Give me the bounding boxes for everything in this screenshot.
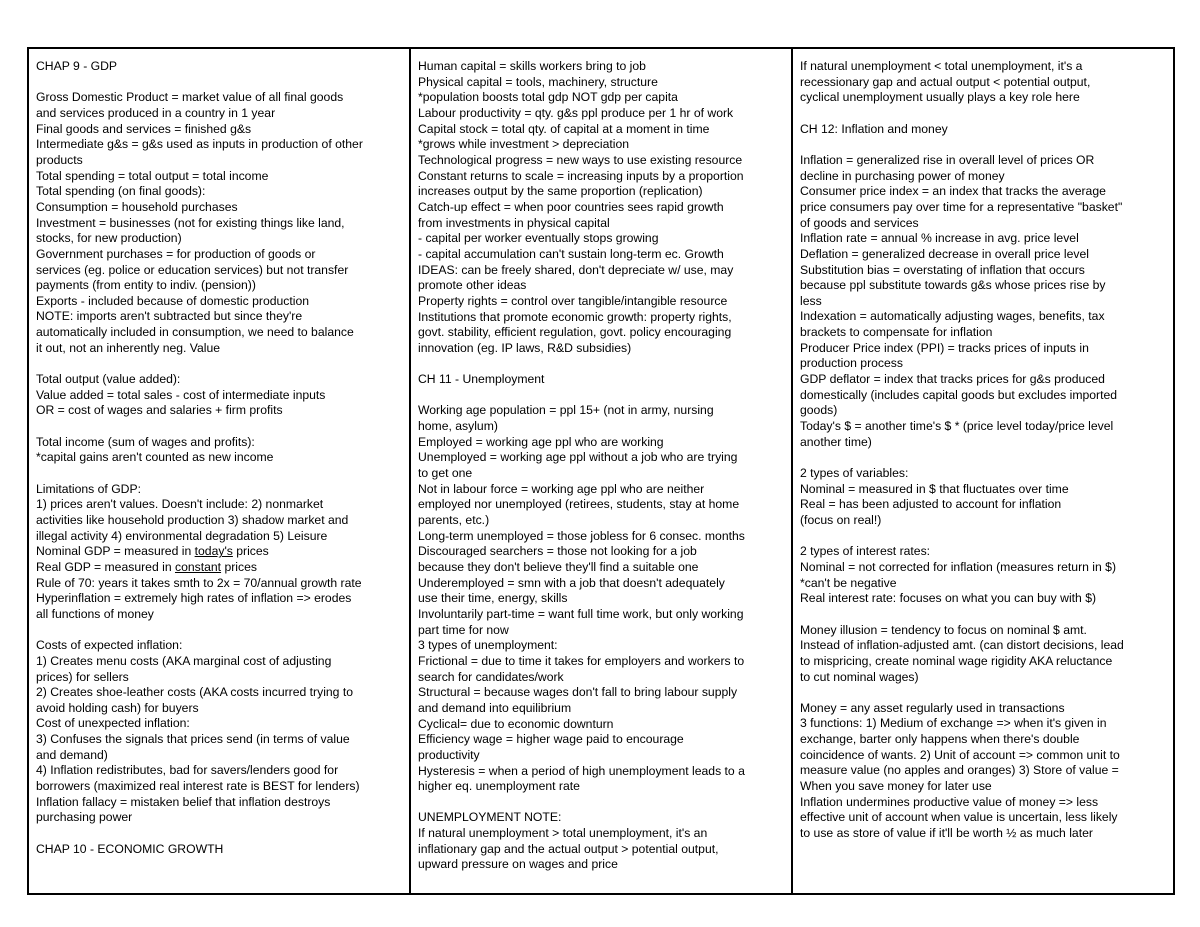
note-line: purchasing power — [36, 810, 133, 825]
note-line: Constant returns to scale = increasing inputs by a proportion — [418, 168, 744, 183]
note-line: goods) — [800, 403, 838, 418]
note-line: part time for now — [418, 622, 509, 637]
note-line: prices) for sellers — [36, 669, 129, 684]
blank-line — [36, 356, 403, 372]
note-line: it out, not an inherently neg. Value — [36, 340, 221, 355]
note-line: Hyperinflation = extremely high rates of inflation => erodes — [36, 591, 352, 606]
note-line: govt. stability, efficient regulation, govt. policy encouraging — [418, 325, 732, 340]
note-line: *population boosts total gdp NOT gdp per capita — [418, 90, 678, 105]
note-line: payments (from entity to indiv. (pension)) — [36, 278, 256, 293]
notes-sheet — [27, 47, 1175, 895]
note-line: Efficiency wage = higher wage paid to encourage — [418, 732, 684, 747]
note-line: Consumer price index = an index that tracks the average — [800, 184, 1106, 199]
note-line: Employed = working age ppl who are working — [418, 434, 664, 449]
note-line: to cut nominal wages) — [800, 669, 919, 684]
note-line: 2 types of variables: — [800, 466, 909, 481]
note-line: Today's $ = another time's $ * (price level today/price level — [800, 419, 1114, 434]
note-line: productivity — [418, 747, 480, 762]
note-line: and services produced in a country in 1 year — [36, 105, 276, 120]
note-line: Total income (sum of wages and profits): — [36, 434, 255, 449]
note-line: less — [800, 293, 822, 308]
note-line: Rule of 70: years it takes smth to 2x = 70/annual growth rate — [36, 575, 362, 590]
note-line: another time) — [800, 434, 872, 449]
note-line: avoid holding cash) for buyers — [36, 700, 199, 715]
notes-column-2 — [411, 49, 793, 893]
note-line: Not in labour force = working age ppl who are neither — [418, 481, 705, 496]
note-line: Final goods and services = finished g&s — [36, 121, 252, 136]
note-line: promote other ideas — [418, 278, 527, 293]
note-line: Inflation fallacy = mistaken belief that inflation destroys — [36, 794, 331, 809]
note-line: price consumers pay over time for a representative "basket" — [800, 199, 1123, 214]
note-line: *grows while investment > depreciation — [418, 137, 630, 152]
note-line: Capital stock = total qty. of capital at a moment in time — [418, 121, 710, 136]
note-line: activities like household production 3) shadow market and — [36, 512, 349, 527]
note-line: CH 11 - Unemployment — [418, 372, 545, 387]
note-line: Indexation = automatically adjusting wages, benefits, tax — [800, 309, 1105, 324]
blank-line — [36, 623, 403, 639]
note-line: because they don't believe they'll find a suitable one — [418, 559, 699, 574]
blank-line — [800, 450, 1167, 466]
notes-column-1 — [29, 49, 411, 893]
note-line: Gross Domestic Product = market value of all final goods — [36, 90, 344, 105]
real-gdp-line: Real GDP = measured in constant prices — [36, 559, 257, 574]
note-line: from investments in physical capital — [418, 215, 610, 230]
note-line: Cost of unexpected inflation: — [36, 716, 190, 731]
note-line: 4) Inflation redistributes, bad for savers/lenders good for — [36, 763, 339, 778]
note-line: higher eq. unemployment rate — [418, 779, 580, 794]
note-line: CH 12: Inflation and money — [800, 121, 948, 136]
note-line: to mispricing, create nominal wage rigidity AKA reluctance — [800, 653, 1113, 668]
note-line: automatically included in consumption, we need to balance — [36, 325, 354, 340]
note-line: 3 types of unemployment: — [418, 638, 558, 653]
note-line: Frictional = due to time it takes for employers and workers to — [418, 653, 745, 668]
note-line: Property rights = control over tangible/intangible resource — [418, 293, 728, 308]
nominal-gdp-line: Nominal GDP = measured in today's prices — [36, 544, 269, 559]
note-line: employed nor unemployed (retirees, students, stay at home — [418, 497, 740, 512]
blank-line — [36, 826, 403, 842]
note-line: UNEMPLOYMENT NOTE: — [418, 810, 562, 825]
note-line: stocks, for new production) — [36, 231, 182, 246]
note-line: - capital per worker eventually stops growing — [418, 231, 659, 246]
note-line: Physical capital = tools, machinery, structure — [418, 74, 658, 89]
note-line: Consumption = household purchases — [36, 199, 238, 214]
note-line: Total output (value added): — [36, 372, 181, 387]
note-line: - capital accumulation can't sustain long-term ec. Growth — [418, 246, 724, 261]
note-line: Substitution bias = overstating of inflation that occurs — [800, 262, 1085, 277]
note-line: Limitations of GDP: — [36, 481, 141, 496]
note-line: to get one — [418, 466, 473, 481]
note-line: OR = cost of wages and salaries + firm profits — [36, 403, 283, 418]
note-line: NOTE: imports aren't subtracted but since they're — [36, 309, 303, 324]
note-line: (focus on real!) — [800, 512, 882, 527]
note-line: measure value (no apples and oranges) 3) Store of value = — [800, 763, 1119, 778]
note-line: Unemployed = working age ppl without a job who are trying — [418, 450, 738, 465]
note-line: and demand into equilibrium — [418, 700, 572, 715]
blank-line — [800, 106, 1167, 122]
note-line: upward pressure on wages and price — [418, 857, 618, 872]
note-line: Hysteresis = when a period of high unemployment leads to a — [418, 763, 745, 778]
note-line: Inflation = generalized rise in overall level of prices OR — [800, 152, 1095, 167]
note-line: Involuntarily part-time = want full time work, but only working — [418, 606, 744, 621]
note-line: Producer Price index (PPI) = tracks prices of inputs in — [800, 340, 1089, 355]
note-line: borrowers (maximized real interest rate is BEST for lenders) — [36, 779, 360, 794]
note-line: effective unit of account when value is uncertain, less likely — [800, 810, 1118, 825]
note-line: GDP deflator = index that tracks prices for g&s produced — [800, 372, 1105, 387]
note-line: Investment = businesses (not for existing things like land, — [36, 215, 345, 230]
note-line: CHAP 10 - ECONOMIC GROWTH — [36, 841, 224, 856]
note-line: 1) Creates menu costs (AKA marginal cost of adjusting — [36, 653, 332, 668]
note-line: 1) prices aren't values. Doesn't include: 2) nonmarket — [36, 497, 324, 512]
note-line: products — [36, 152, 83, 167]
note-line: Instead of inflation-adjusted amt. (can distort decisions, lead — [800, 638, 1124, 653]
note-line: Structural = because wages don't fall to bring labour supply — [418, 685, 738, 700]
blank-line — [800, 607, 1167, 623]
note-line: and demand) — [36, 747, 108, 762]
note-line: Deflation = generalized decrease in overall price level — [800, 246, 1089, 261]
note-line: 2 types of interest rates: — [800, 544, 931, 559]
note-line: Total spending = total output = total income — [36, 168, 269, 183]
notes-column-3 — [793, 49, 1173, 893]
note-line: Money illusion = tendency to focus on nominal $ amt. — [800, 622, 1087, 637]
note-line: If natural unemployment > total unemployment, it's an — [418, 826, 708, 841]
note-line: production process — [800, 356, 903, 371]
note-line: domestically (includes capital goods but excludes imported — [800, 387, 1118, 402]
note-line: cyclical unemployment usually plays a key role here — [800, 90, 1080, 105]
note-line: services (eg. police or education services) but not transfer — [36, 262, 349, 277]
note-line: Inflation undermines productive value of money => less — [800, 794, 1099, 809]
note-line: Real = has been adjusted to account for inflation — [800, 497, 1062, 512]
note-line: 3) Confuses the signals that prices send (in terms of value — [36, 732, 350, 747]
note-line: Catch-up effect = when poor countries sees rapid growth — [418, 199, 724, 214]
note-line: Costs of expected inflation: — [36, 638, 183, 653]
note-line: exchange, barter only happens when there's double — [800, 732, 1080, 747]
note-line: IDEAS: can be freely shared, don't depreciate w/ use, may — [418, 262, 734, 277]
blank-line — [36, 75, 403, 91]
note-line: all functions of money — [36, 606, 154, 621]
note-line: Long-term unemployed = those jobless for 6 consec. months — [418, 528, 745, 543]
note-line: search for candidates/work — [418, 669, 564, 684]
note-line: Nominal = measured in $ that fluctuates over time — [800, 481, 1069, 496]
note-line: Value added = total sales - cost of intermediate inputs — [36, 387, 326, 402]
note-line: Labour productivity = qty. g&s ppl produce per 1 hr of work — [418, 105, 734, 120]
note-line: Institutions that promote economic growth: property rights, — [418, 309, 732, 324]
note-line: Nominal = not corrected for inflation (measures return in $) — [800, 559, 1117, 574]
note-line: *can't be negative — [800, 575, 897, 590]
note-line: increases output by the same proportion (replication) — [418, 184, 703, 199]
note-line: inflationary gap and the actual output > potential output, — [418, 841, 719, 856]
blank-line — [800, 529, 1167, 545]
blank-line — [800, 685, 1167, 701]
note-line: Cyclical= due to economic downturn — [418, 716, 614, 731]
note-line: decline in purchasing power of money — [800, 168, 1005, 183]
note-line: illegal activity 4) environmental degradation 5) Leisure — [36, 528, 328, 543]
note-line: Intermediate g&s = g&s used as inputs in production of other — [36, 137, 363, 152]
blank-line — [36, 419, 403, 435]
note-line: innovation (eg. IP laws, R&D subsidies) — [418, 340, 632, 355]
note-line: Working age population = ppl 15+ (not in army, nursing — [418, 403, 714, 418]
note-line: Money = any asset regularly used in transactions — [800, 700, 1065, 715]
note-line: Real interest rate: focuses on what you can buy with $) — [800, 591, 1097, 606]
note-line: CHAP 9 - GDP — [36, 59, 118, 73]
blank-line — [418, 388, 785, 404]
note-line: to use as store of value if it'll be worth ½ as much later — [800, 826, 1093, 841]
blank-line — [418, 795, 785, 811]
note-line: 2) Creates shoe-leather costs (AKA costs incurred trying to — [36, 685, 354, 700]
note-line: Technological progress = new ways to use existing resource — [418, 152, 743, 167]
note-line: Government purchases = for production of goods or — [36, 246, 316, 261]
blank-line — [800, 137, 1167, 153]
note-line: parents, etc.) — [418, 513, 490, 527]
note-line: brackets to compensate for inflation — [800, 325, 993, 340]
note-line: of goods and services — [800, 215, 919, 230]
blank-line — [418, 356, 785, 372]
note-line: Total spending (on final goods): — [36, 184, 206, 199]
note-line: 3 functions: 1) Medium of exchange => when it's given in — [800, 716, 1107, 731]
note-line: Human capital = skills workers bring to job — [418, 59, 646, 73]
note-line: use their time, energy, skills — [418, 591, 568, 606]
note-line: If natural unemployment < total unemployment, it's a — [800, 59, 1083, 73]
blank-line — [36, 466, 403, 482]
note-line: Discouraged searchers = those not looking for a job — [418, 544, 697, 559]
note-line: Inflation rate = annual % increase in avg. price level — [800, 231, 1079, 246]
note-line: recessionary gap and actual output < potential output, — [800, 74, 1091, 89]
note-line: Underemployed = smn with a job that doesn't adequately — [418, 575, 725, 590]
note-line: coincidence of wants. 2) Unit of account => common unit to — [800, 747, 1120, 762]
note-line: because ppl substitute towards g&s whose prices rise by — [800, 278, 1106, 293]
note-line: home, asylum) — [418, 419, 498, 434]
note-line: Exports - included because of domestic production — [36, 293, 310, 308]
note-line: When you save money for later use — [800, 779, 992, 794]
note-line: *capital gains aren't counted as new income — [36, 450, 274, 465]
